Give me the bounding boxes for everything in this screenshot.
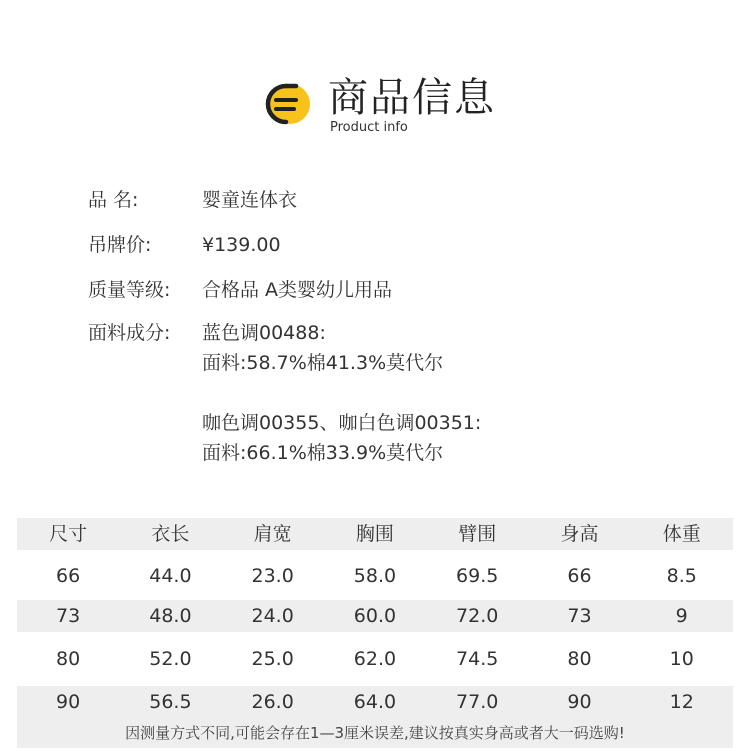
fabric-line: 蓝色调00488:: [202, 322, 326, 344]
price-value: ¥139.00: [202, 234, 281, 256]
price-label: 吊牌价:: [88, 234, 152, 256]
table-cell: 80: [56, 648, 81, 670]
table-cell: 90: [567, 691, 592, 713]
grade-label: 质量等级:: [88, 279, 171, 301]
table-cell: 90: [56, 691, 81, 713]
table-cell: 8.5: [666, 565, 697, 587]
name-value: 婴童连体衣: [202, 189, 298, 211]
table-cell: 66: [567, 565, 592, 587]
header-cell: 身高: [560, 523, 599, 545]
table-row: [17, 560, 733, 592]
table-cell: 66: [56, 565, 81, 587]
table-row: [17, 600, 733, 632]
table-cell: 73: [56, 605, 81, 627]
table-cell: 48.0: [149, 605, 192, 627]
header-cell: 衣长: [151, 523, 190, 545]
fabric-label: 面料成分:: [88, 322, 171, 344]
table-cell: 80: [567, 648, 592, 670]
fabric-line: 面料:58.7%棉41.3%莫代尔: [202, 352, 444, 374]
page-title: 商品信息: [328, 75, 496, 121]
header-cell: 胸围: [355, 523, 394, 545]
fabric-line: 咖色调00355、咖白色调00351:: [202, 412, 482, 434]
table-header: [17, 518, 733, 550]
table-cell: 58.0: [353, 565, 397, 587]
table-cell: 69.5: [456, 565, 499, 587]
table-row: [17, 686, 733, 718]
fabric-line: 面料:66.1%棉33.9%莫代尔: [202, 442, 444, 464]
name-label: 品 名:: [88, 189, 139, 211]
table-cell: 74.5: [456, 648, 499, 670]
table-cell: 72.0: [456, 605, 499, 627]
table-cell: 12: [669, 691, 694, 713]
grade-value: 合格品 A类婴幼儿用品: [202, 279, 393, 301]
table-cell: 64.0: [353, 691, 397, 713]
table-cell: 60.0: [353, 605, 397, 627]
table-cell: 77.0: [456, 691, 499, 713]
table-cell: 25.0: [251, 648, 294, 670]
header: [0, 0, 750, 160]
header-cell: 体重: [662, 523, 701, 545]
table-cell: 56.5: [149, 691, 192, 713]
table-cell: 62.0: [353, 648, 397, 670]
table-cell: 24.0: [251, 605, 294, 627]
table-row: [17, 643, 733, 675]
footnote: 因测量方式不同,可能会存在1—3厘米误差,建议按真实身高或者大一码选购!: [17, 718, 733, 748]
header-cell: 臂围: [458, 523, 497, 545]
header-cell: 肩宽: [253, 523, 292, 545]
table-cell: 52.0: [149, 648, 192, 670]
table-cell: 73: [567, 605, 592, 627]
table-cell: 26.0: [251, 691, 294, 713]
table-cell: 44.0: [149, 565, 192, 587]
document-icon: [262, 80, 314, 130]
table-cell: 23.0: [251, 565, 294, 587]
header-cell: 尺寸: [49, 523, 88, 545]
page-subtitle: Product info: [330, 120, 408, 135]
table-cell: 10: [669, 648, 694, 670]
table-cell: 9: [675, 605, 688, 627]
